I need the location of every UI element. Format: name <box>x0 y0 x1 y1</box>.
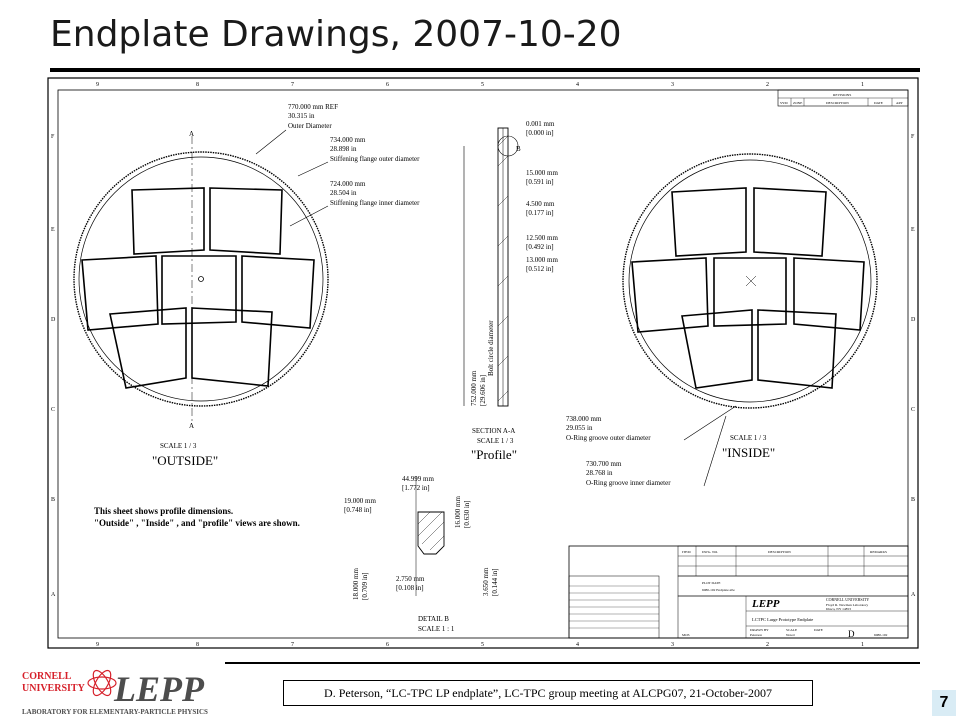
tb-file: 6080-102 Endplate.idw <box>702 588 735 592</box>
citation: D. Peterson, “LC-TPC LP endplate”, LC-TPC group meeting at ALCPG07, 21-October-2007 <box>283 680 813 706</box>
outside-view-name: "OUTSIDE" <box>152 453 219 468</box>
zone-letter: D <box>911 317 916 323</box>
zone-number: 5 <box>481 642 484 648</box>
zone-number: 9 <box>96 642 99 648</box>
outside-dim3-in: 28.504 in <box>330 189 357 197</box>
orbit-icon <box>88 677 116 689</box>
footer-rule <box>225 662 920 664</box>
zone-letter: F <box>51 134 55 140</box>
profile-d2-mm: 15.000 mm <box>526 169 558 177</box>
outside-dim1-label: Outer Diameter <box>288 122 332 130</box>
engineering-drawing <box>46 76 920 650</box>
zone-letter: E <box>51 227 55 233</box>
detail-d-mm: 18.000 mm <box>352 568 360 600</box>
zone-letter: D <box>51 317 56 323</box>
zone-letter: B <box>51 497 56 503</box>
inside-dim1-mm: 738.000 mm <box>566 415 602 423</box>
tb-scale: Noted <box>786 633 795 637</box>
profile-d5-mm: 13.000 mm <box>526 256 558 264</box>
tb-drawn-by: Peterson <box>750 633 763 637</box>
outside-dim2-in: 28.898 in <box>330 145 357 153</box>
bolt-circle-in: [29.606 in] <box>479 374 487 406</box>
zone-number: 5 <box>481 82 484 88</box>
lepp-logo <box>18 665 233 717</box>
tb-city: Ithaca, NY 14853 <box>826 607 851 611</box>
tb-dwg-no: DWG. NO. <box>702 550 719 554</box>
profile-scale: SCALE 1 / 3 <box>477 437 514 445</box>
profile-d3-mm: 4.500 mm <box>526 200 555 208</box>
sheet-note-line2: "Outside" , "Inside" , and "profile" views are shown. <box>94 518 300 528</box>
detail-a-in: [1.772 in] <box>402 484 430 492</box>
detail-a-mm: 44.999 mm <box>402 475 434 483</box>
detail-d-in: [0.709 in] <box>361 572 369 600</box>
profile-view-name: "Profile" <box>471 447 517 462</box>
inside-dim1-label: O-Ring groove outer diameter <box>566 434 651 442</box>
detail-e-mm: 2.750 mm <box>396 575 425 583</box>
bolt-circle-mm: 752.000 mm <box>470 370 478 406</box>
logo-tagline: LABORATORY FOR ELEMENTARY-PARTICLE PHYSICS <box>22 708 208 716</box>
detail-label: DETAIL B <box>418 615 449 623</box>
tb-university: CORNELL UNIVERSITY <box>826 597 870 602</box>
zone-number: 8 <box>196 642 199 648</box>
logo-org-line2: UNIVERSITY <box>22 683 85 694</box>
outside-dim2-mm: 734.000 mm <box>330 136 366 144</box>
tb-part-title: LCTPC Large Prototype Endplate <box>752 617 814 622</box>
tb-size: D <box>848 629 855 639</box>
tb-date-label: DATE <box>814 628 823 632</box>
outside-dim1-mm: 770.000 mm REF <box>288 103 338 111</box>
title-rule <box>50 68 920 72</box>
detail-b-mm: 19.000 mm <box>344 497 376 505</box>
tb-remarks: REMARKS <box>870 550 887 554</box>
revisions-col-zone: ZONE <box>793 101 803 105</box>
tb-drawn-by-label: DRAWN BY <box>750 628 769 632</box>
tb-lab: Floyd R. Newman Laboratory <box>826 603 869 607</box>
inside-scale: SCALE 1 / 3 <box>730 434 767 442</box>
detail-e-in: [0.108 in] <box>396 584 424 592</box>
sheet-note-line1: This sheet shows profile dimensions. <box>94 506 234 516</box>
inside-dim1-in: 29.055 in <box>566 424 593 432</box>
profile-d3-in: [0.177 in] <box>526 209 554 217</box>
revisions-col-sym: SYM <box>780 101 788 105</box>
outside-scale: SCALE 1 / 3 <box>160 442 197 450</box>
zone-letter: C <box>911 407 916 413</box>
tb-scale-label: SCALE <box>786 628 798 632</box>
zone-letter: C <box>51 407 56 413</box>
detail-marker: B <box>516 145 521 153</box>
detail-scale: SCALE 1 : 1 <box>418 625 455 633</box>
zone-number: 9 <box>96 82 99 88</box>
revisions-col-desc: DESCRIPTION <box>826 101 849 105</box>
tb-wordmark: LEPP <box>752 598 780 610</box>
tb-mat: MOS <box>682 633 690 637</box>
zone-number: 2 <box>766 82 769 88</box>
section-marker: A <box>189 130 195 138</box>
tb-item: ITEM <box>682 550 691 554</box>
section-marker: A <box>189 422 195 430</box>
detail-b-in: [0.748 in] <box>344 506 372 514</box>
revisions-col-date: DATE <box>874 101 883 105</box>
logo-wordmark: LEPP <box>114 669 204 709</box>
revisions-col-app: APP <box>896 101 903 105</box>
zone-number: 4 <box>576 642 579 648</box>
profile-d4-in: [0.492 in] <box>526 243 554 251</box>
profile-section-label: SECTION A-A <box>472 427 516 435</box>
zone-number: 1 <box>861 642 864 648</box>
inside-view-name: "INSIDE" <box>722 445 776 460</box>
zone-number: 7 <box>291 642 294 648</box>
slide-title: Endplate Drawings, 2007-10-20 <box>50 14 622 55</box>
zone-number: 1 <box>861 82 864 88</box>
outside-dim2-label: Stiffening flange outer diameter <box>330 155 420 163</box>
zone-number: 4 <box>576 82 579 88</box>
zone-letter: F <box>911 134 915 140</box>
profile-d5-in: [0.512 in] <box>526 265 554 273</box>
tb-plot-date: PLOT DATE <box>702 581 721 585</box>
tb-drawing-no: 6080-102 <box>874 633 888 637</box>
zone-letter: A <box>51 592 56 598</box>
zone-number: 6 <box>386 642 389 648</box>
inside-dim2-label: O-Ring groove inner diameter <box>586 479 671 487</box>
detail-c-in: [0.630 in] <box>463 500 471 528</box>
zone-number: 6 <box>386 82 389 88</box>
detail-f-mm: 3.650 mm <box>482 567 490 596</box>
outside-dim3-mm: 724.000 mm <box>330 180 366 188</box>
inside-dim2-in: 28.768 in <box>586 469 613 477</box>
zone-number: 8 <box>196 82 199 88</box>
page-number: 7 <box>932 690 956 716</box>
zone-letter: A <box>911 592 916 598</box>
logo-org-line1: CORNELL <box>22 671 72 682</box>
zone-number: 3 <box>671 82 674 88</box>
outside-dim3-label: Stiffening flange inner diameter <box>330 199 420 207</box>
revisions-title: REVISIONS <box>833 93 852 97</box>
profile-d2-in: [0.591 in] <box>526 178 554 186</box>
profile-d1-in: [0.000 in] <box>526 129 554 137</box>
zone-letter: B <box>911 497 916 503</box>
inside-dim2-mm: 730.700 mm <box>586 460 622 468</box>
tb-description: DESCRIPTION <box>768 550 791 554</box>
detail-f-in: [0.144 in] <box>491 568 499 596</box>
detail-c-mm: 16.000 mm <box>454 496 462 528</box>
profile-d4-mm: 12.500 mm <box>526 234 558 242</box>
outside-dim1-in: 30.315 in <box>288 112 315 120</box>
zone-number: 7 <box>291 82 294 88</box>
bolt-circle-label: Bolt circle diameter <box>487 320 495 376</box>
zone-letter: E <box>911 227 915 233</box>
zone-number: 2 <box>766 642 769 648</box>
profile-d1-mm: 0.001 mm <box>526 120 555 128</box>
zone-number: 3 <box>671 642 674 648</box>
